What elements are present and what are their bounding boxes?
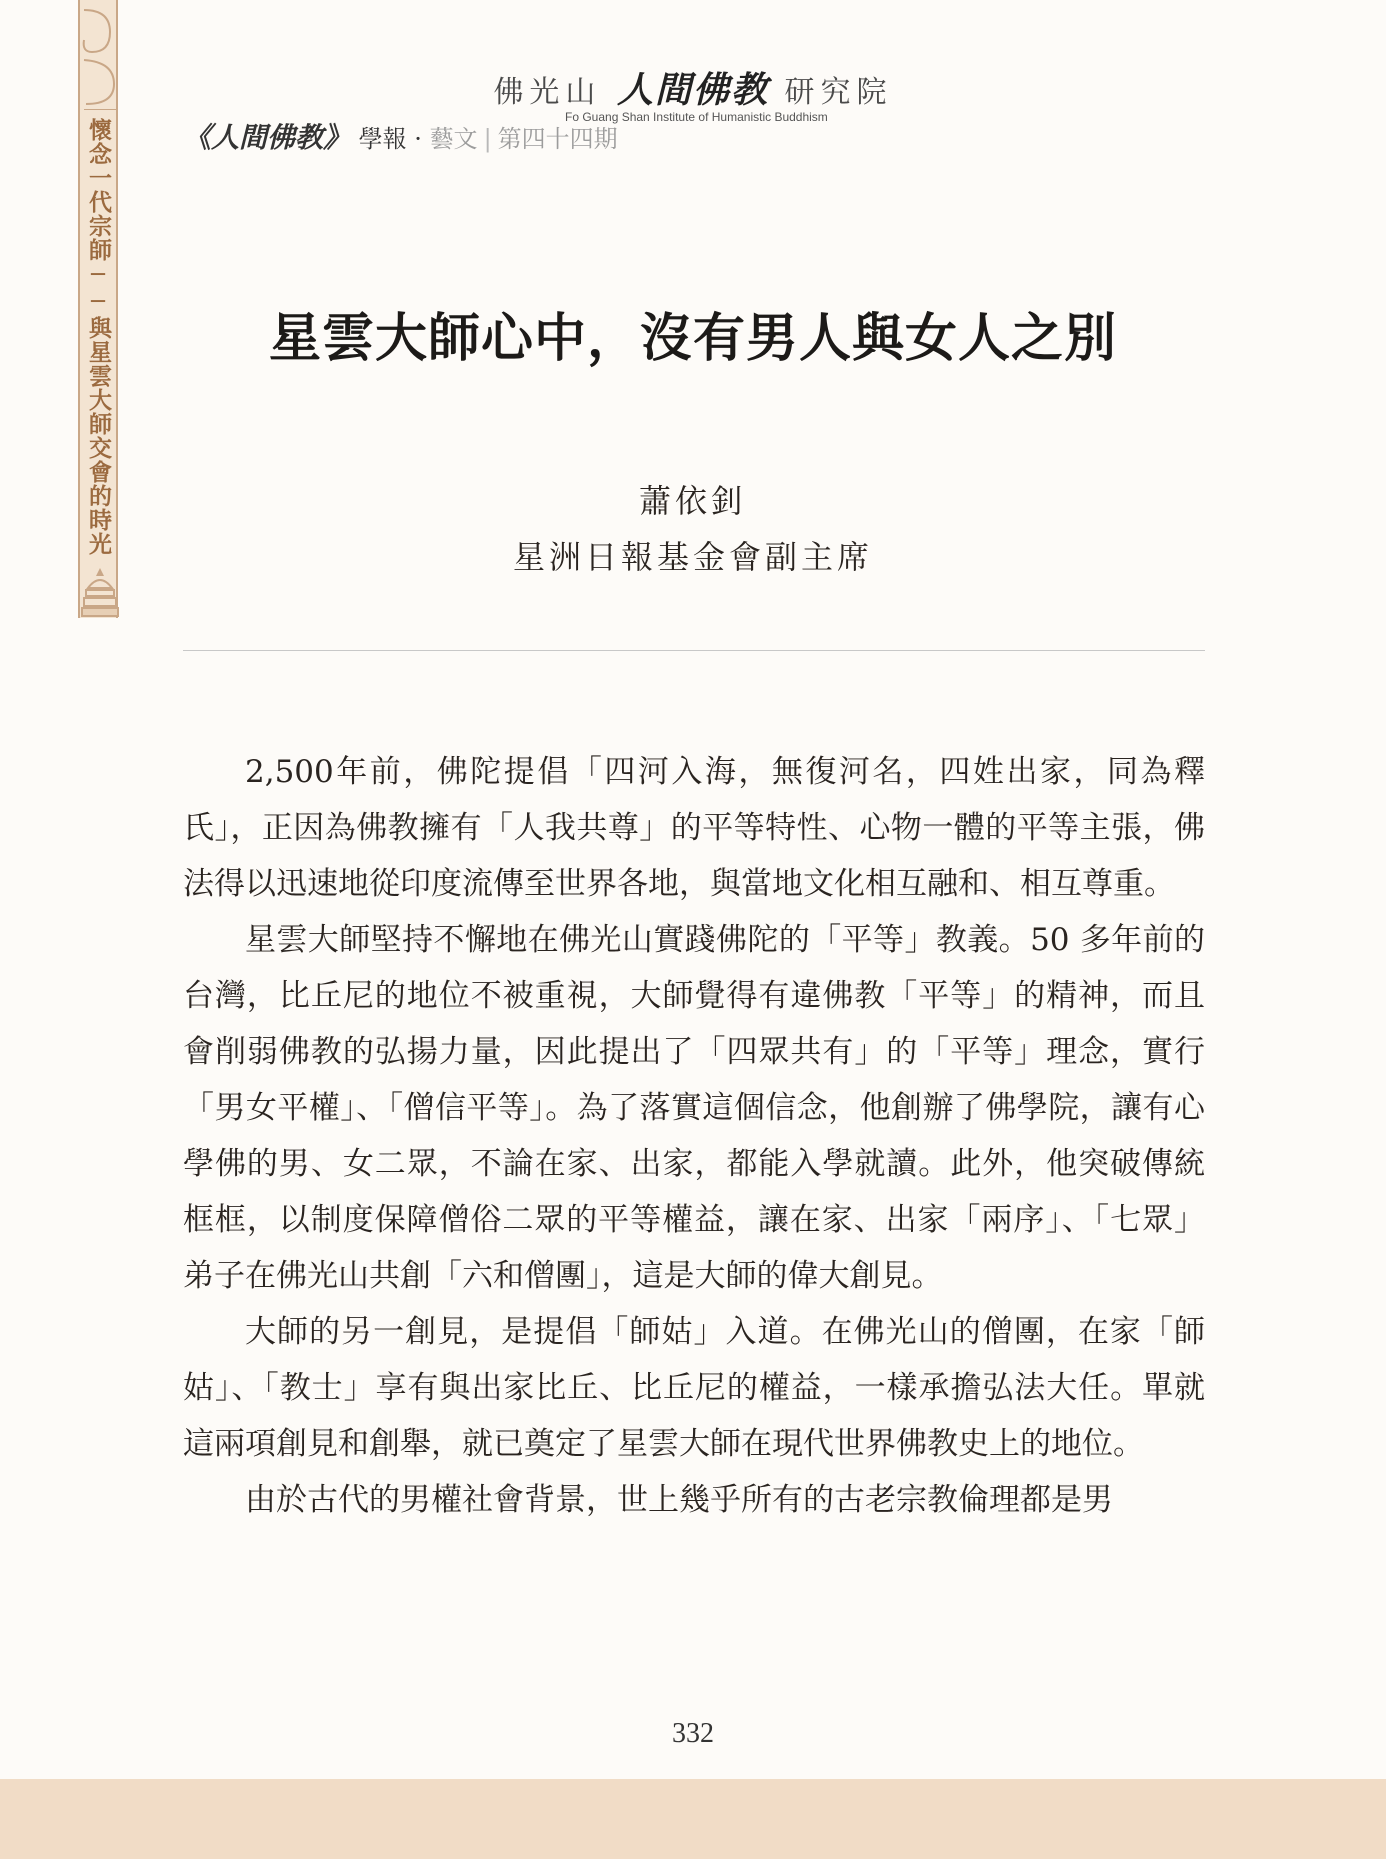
journal-issue: 第四十四期 <box>497 125 618 153</box>
institute-brand-logotype: 人間佛教 <box>616 69 769 111</box>
journal-section: 藝文 <box>429 125 478 153</box>
institute-english-name: Fo Guang Shan Institute of Humanistic Buddhism <box>565 110 828 124</box>
journal-brand: 《人間佛教》 <box>183 121 352 154</box>
author-affiliation: 星洲日報基金會副主席 <box>512 538 873 576</box>
title-divider <box>183 650 1205 651</box>
header-separator: | <box>483 125 492 153</box>
footer-band <box>0 1779 1386 1859</box>
article-title: 星雲大師心中，沒有男人與女人之別 <box>268 308 1117 369</box>
journal-name: 學報 · <box>358 125 422 153</box>
body-paragraph: 大師的另一創見，是提倡「師姑」入道。在佛光山的僧團，在家「師姑」、「教士」享有與出家比丘、比丘尼的權益，一樣承擔弘法大任。單就這兩項創見和創舉，就已奠定了星雲大師在現代世界佛教史上的地位。 <box>183 1314 1205 1462</box>
institute-suffix: 研究院 <box>784 75 893 110</box>
article-author: 蕭依釗 <box>638 482 747 520</box>
journal-running-header <box>183 116 618 156</box>
body-paragraph: 星雲大師堅持不懈地在佛光山實踐佛陀的「平等」教義。50 多年前的台灣，比丘尼的地位不被重視，大師覺得有違佛教「平等」的精神，而且會削弱佛教的弘揚力量，因此提出了「四眾共有」的「平等」理念，實行「男女平權」、「僧信平等」。為了落實這個信念，他創辦了佛學院，讓有心學佛的男、女二眾，不論在家、出家，都能入學就讀。此外，他突破傳統框框，以制度保障僧俗二眾的平等權益，讓在家、出家「兩序」、「七眾」弟子在佛光山共創「六和僧團」，這是大師的偉大創見。 <box>183 922 1205 1294</box>
page-number: 332 <box>672 1718 714 1749</box>
series-title-vertical: 懷念一代宗師──與星雲大師交會的時光 <box>85 118 111 556</box>
article-body <box>183 744 1205 1528</box>
body-paragraph: 2,500年前，佛陀提倡「四河入海，無復河名，四姓出家，同為釋氏」，正因為佛教擁有「人我共尊」的平等特性、心物一體的平等主張，佛法得以迅速地從印度流傳至世界各地，與當地文化相互融和、相互尊重。 <box>183 754 1205 902</box>
body-paragraph: 由於古代的男權社會背景，世上幾乎所有的古老宗教倫理都是男 <box>245 1482 1113 1518</box>
institute-prefix: 佛光山 <box>493 75 602 110</box>
institute-header <box>0 62 1386 113</box>
